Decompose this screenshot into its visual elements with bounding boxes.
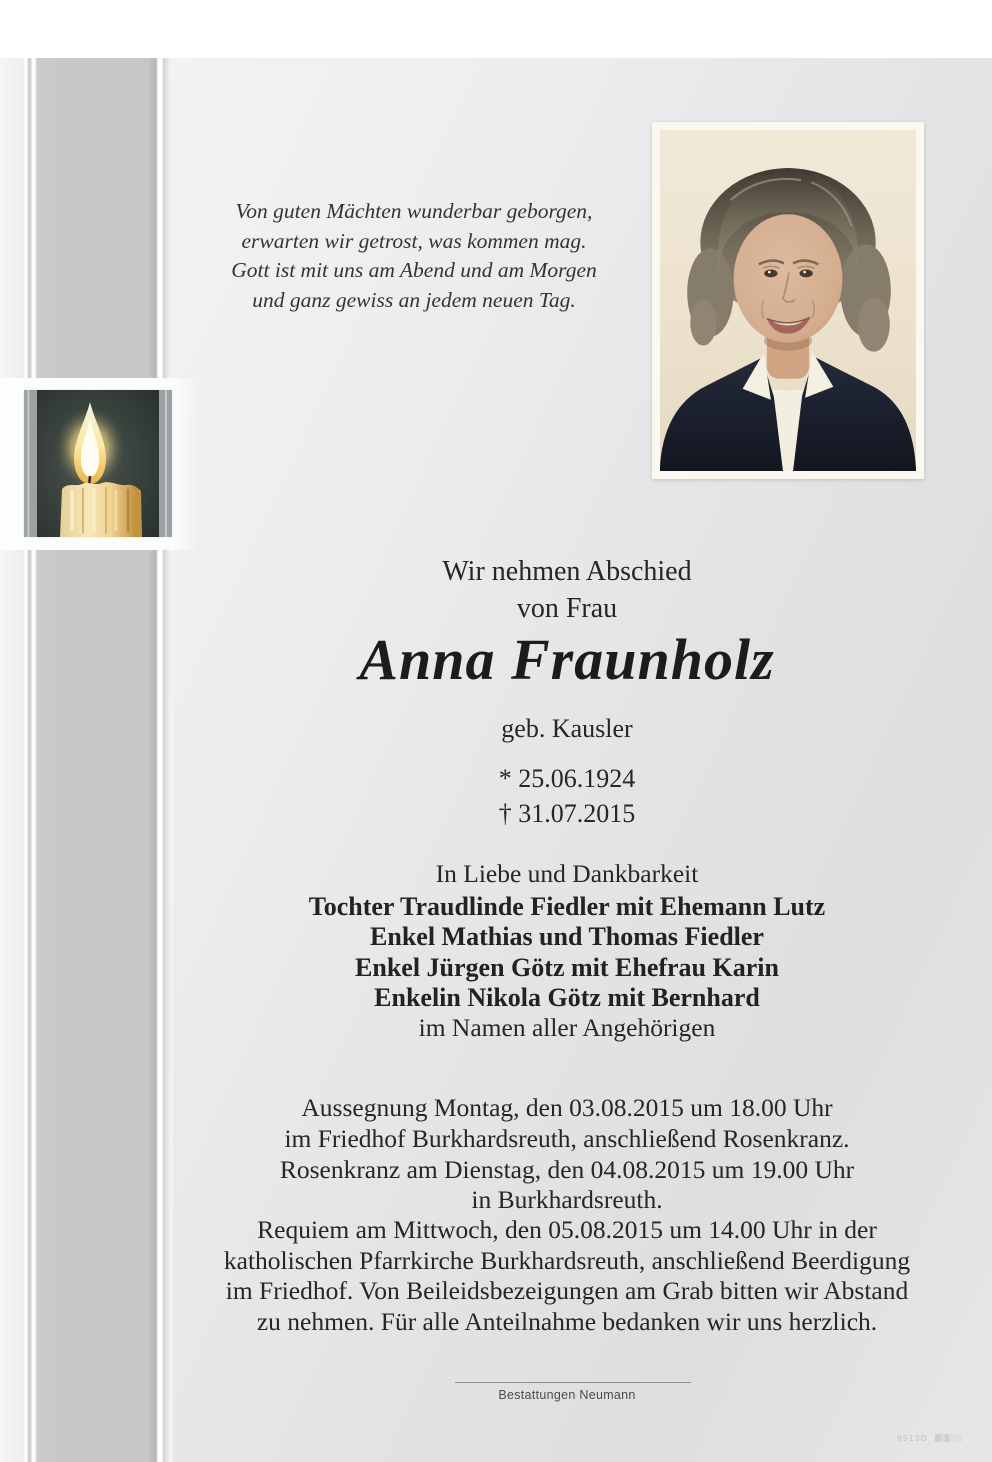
candle-photo-frame [0,378,200,550]
family-member-line: Enkel Mathias und Thomas Fiedler [370,922,764,952]
poem-verse [157,197,671,315]
portrait-illustration [660,130,916,471]
deceased-name: Anna Fraunholz [359,627,775,692]
service-schedule-line: Rosenkranz am Dienstag, den 04.08.2015 um 19.00 Uhr [279,1154,855,1184]
service-schedule-line: im Friedhof Burkhardsreuth, anschließend Rosenkranz. [284,1123,850,1153]
memorial-candle-image [24,390,172,537]
service-schedule [167,1093,967,1216]
poem-line: Gott ist mit uns am Abend und am Morgen [231,258,597,282]
family-members-list [167,892,967,1014]
print-code: 8913D [897,1434,929,1443]
family-outro: im Namen aller Angehörigen [418,1013,716,1042]
family-member-line: Enkelin Nikola Götz mit Bernhard [374,983,760,1013]
requiem-schedule-line: Requiem am Mittwoch, den 05.08.2015 um 14.00 Uhr in der [257,1215,877,1244]
funeral-home-name: Bestattungen Neumann [498,1388,636,1402]
farewell-heading: Wir nehmen Abschied [442,556,692,587]
death-date: † 31.07.2015 [498,799,636,828]
family-member-line: Tochter Traudlinde Fiedler mit Ehemann Lutz [308,892,826,921]
decorative-side-stripe [0,58,173,1462]
printer-mark [935,1434,963,1442]
service-schedule-line: Aussegnung Montag, den 03.08.2015 um 18.00 Uhr [301,1093,833,1122]
family-member-line: Enkel Jürgen Götz mit Ehefrau Karin [355,952,779,982]
requiem-schedule-line: katholischen Pfarrkirche Burkhardsreuth, anschließend Beerdigung [223,1245,911,1275]
birth-date: * 25.06.1924 [498,764,636,793]
poem-line: Von guten Mächten wunderbar geborgen, [235,199,593,223]
requiem-schedule-line: zu nehmen. Für alle Anteilnahme bedanken wir uns herzlich. [256,1306,878,1336]
requiem-schedule [167,1215,967,1337]
birth-name: geb. Kausler [501,714,633,743]
footer-divider [455,1382,691,1383]
poem-line: erwarten wir getrost, was kommen mag. [241,228,587,253]
family-intro: In Liebe und Dankbarkeit [435,859,699,888]
requiem-schedule-line: im Friedhof. Von Beileidsbezeigungen am Grab bitten wir Abstand [225,1276,909,1305]
poem-line: und ganz gewiss an jedem neuen Tag. [252,287,576,312]
farewell-subheading: von Frau [516,593,618,624]
deceased-portrait-photo [652,122,924,479]
service-schedule-line: in Burkhardsreuth. [471,1185,663,1215]
